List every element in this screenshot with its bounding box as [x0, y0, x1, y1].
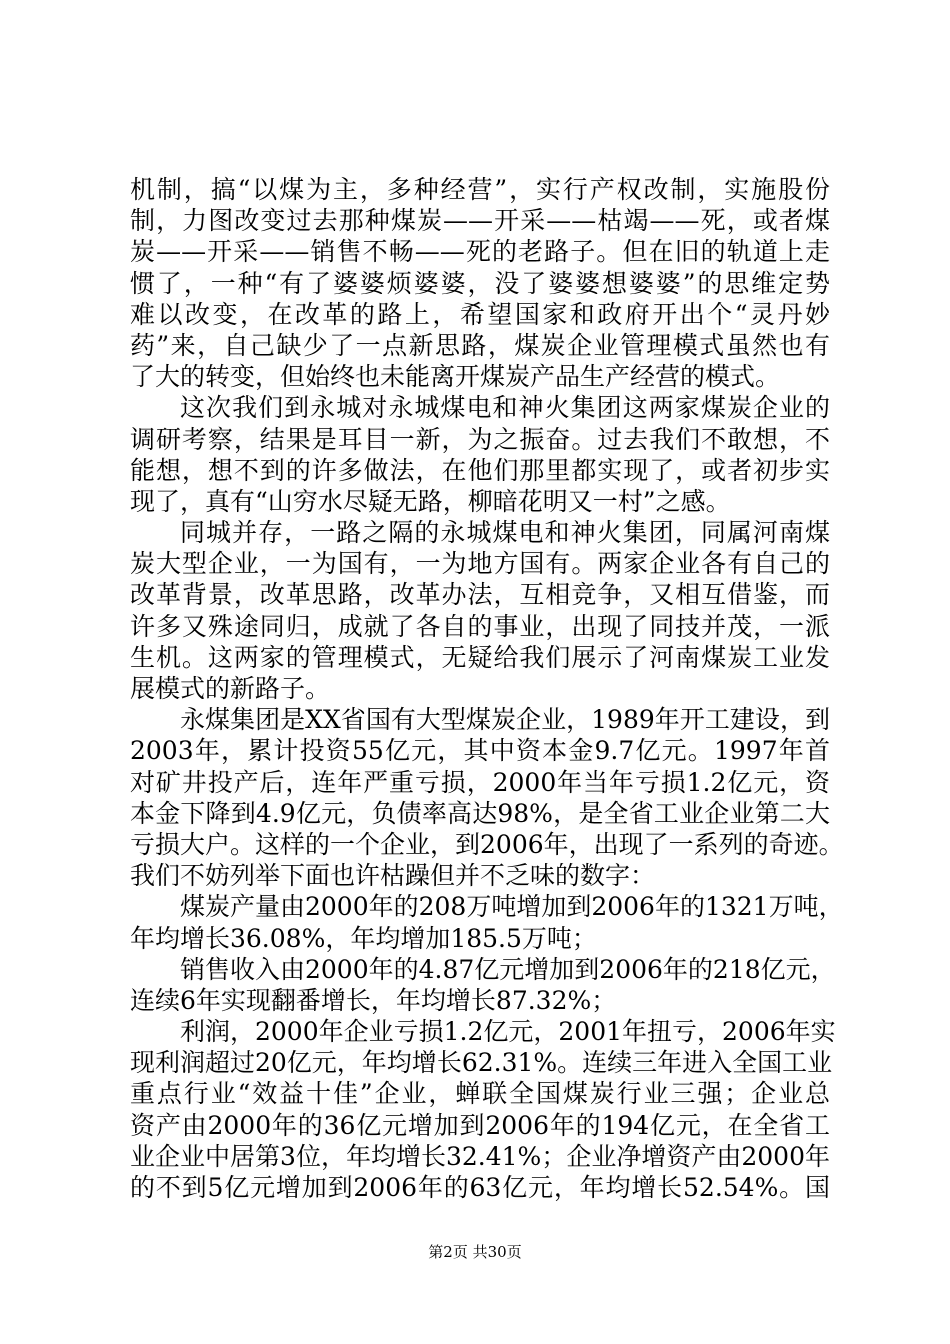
text-line: 永煤集团是XX省国有大型煤炭企业，1989年开工建设，到: [180, 705, 830, 735]
text-line: 惯了，一种“有了婆婆烦婆婆，没了婆婆想婆婆”的思维定势: [130, 268, 830, 298]
text-line: 难以改变，在改革的路上，希望国家和政府开出个“灵丹妙: [130, 299, 830, 329]
text-line: 资产由2000年的36亿元增加到2006年的194亿元，在全省工: [130, 1110, 830, 1140]
text-line: 现利润超过20亿元，年均增长62.31%。连续三年进入全国工业: [130, 1048, 833, 1078]
text-line: 生机。这两家的管理模式，无疑给我们展示了河南煤炭工业发: [130, 642, 830, 672]
text-line: 许多又殊途同归，成就了各自的事业，出现了同技并茂，一派: [130, 611, 830, 641]
text-line: 改革背景，改革思路，改革办法，互相竞争，又相互借鉴，而: [130, 580, 830, 610]
text-line: 年均增长36.08%，年均增加185.5万吨；: [130, 923, 597, 953]
text-line: 对矿井投产后，连年严重亏损，2000年当年亏损1.2亿元，资: [130, 767, 830, 797]
text-line: 现了，真有“山穷水尽疑无路，柳暗花明又一村”之感。: [130, 486, 731, 516]
text-line: 展模式的新路子。: [130, 674, 331, 703]
text-line: 药”来，自己缺少了一点新思路，煤炭企业管理模式虽然也有: [130, 330, 830, 360]
text-line: 重点行业“效益十佳”企业，蝉联全国煤炭行业三强；企业总: [130, 1079, 830, 1109]
text-line: 利润，2000年企业亏损1.2亿元，2001年扭亏，2006年实: [180, 1017, 836, 1047]
text-line: 亏损大户。这样的一个企业，到2006年，出现了一系列的奇迹。: [130, 829, 844, 859]
text-line: 的不到5亿元增加到2006年的63亿元，年均增长52.54%。国: [130, 1173, 830, 1202]
text-line: 2003年，累计投资55亿元，其中资本金9.7亿元。1997年首: [130, 736, 830, 766]
text-line: 能想，想不到的许多做法，在他们那里都实现了，或者初步实: [130, 455, 830, 485]
text-line: 这次我们到永城对永城煤电和神火集团这两家煤炭企业的: [180, 393, 830, 423]
body-text: [130, 174, 844, 1203]
text-line: 连续6年实现翻番增长，年均增长87.32%；: [130, 985, 617, 1015]
text-line: 调研考察，结果是耳目一新，为之振奋。过去我们不敢想，不: [130, 424, 830, 454]
page-number-footer: 第2页 共30页: [428, 1243, 522, 1261]
text-line: 同城并存，一路之隔的永城煤电和神火集团，同属河南煤: [180, 518, 830, 548]
text-line: 我们不妨列举下面也许枯躁但并不乏味的数字：: [130, 861, 656, 891]
text-line: 制，力图改变过去那种煤炭——开采——枯竭——死，或者煤: [130, 206, 830, 236]
text-line: 炭——开采——销售不畅——死的老路子。但在旧的轨道上走: [130, 237, 830, 267]
text-line: 煤炭产量由2000年的208万吨增加到2006年的1321万吨，: [180, 892, 844, 922]
text-line: 业企业中居第3位，年均增长32.41%；企业净增资产由2000年: [130, 1141, 830, 1171]
text-line: 销售收入由2000年的4.87亿元增加到2006年的218亿元，: [180, 954, 836, 984]
text-line: 本金下降到4.9亿元，负债率高达98%，是全省工业企业第二大: [130, 798, 830, 828]
text-line: 机制，搞“以煤为主，多种经营”，实行产权改制，实施股份: [130, 175, 830, 204]
text-line: 炭大型企业，一为国有，一为地方国有。两家企业各有自己的: [130, 549, 830, 579]
text-line: 了大的转变，但始终也未能离开煤炭产品生产经营的模式。: [130, 362, 781, 392]
